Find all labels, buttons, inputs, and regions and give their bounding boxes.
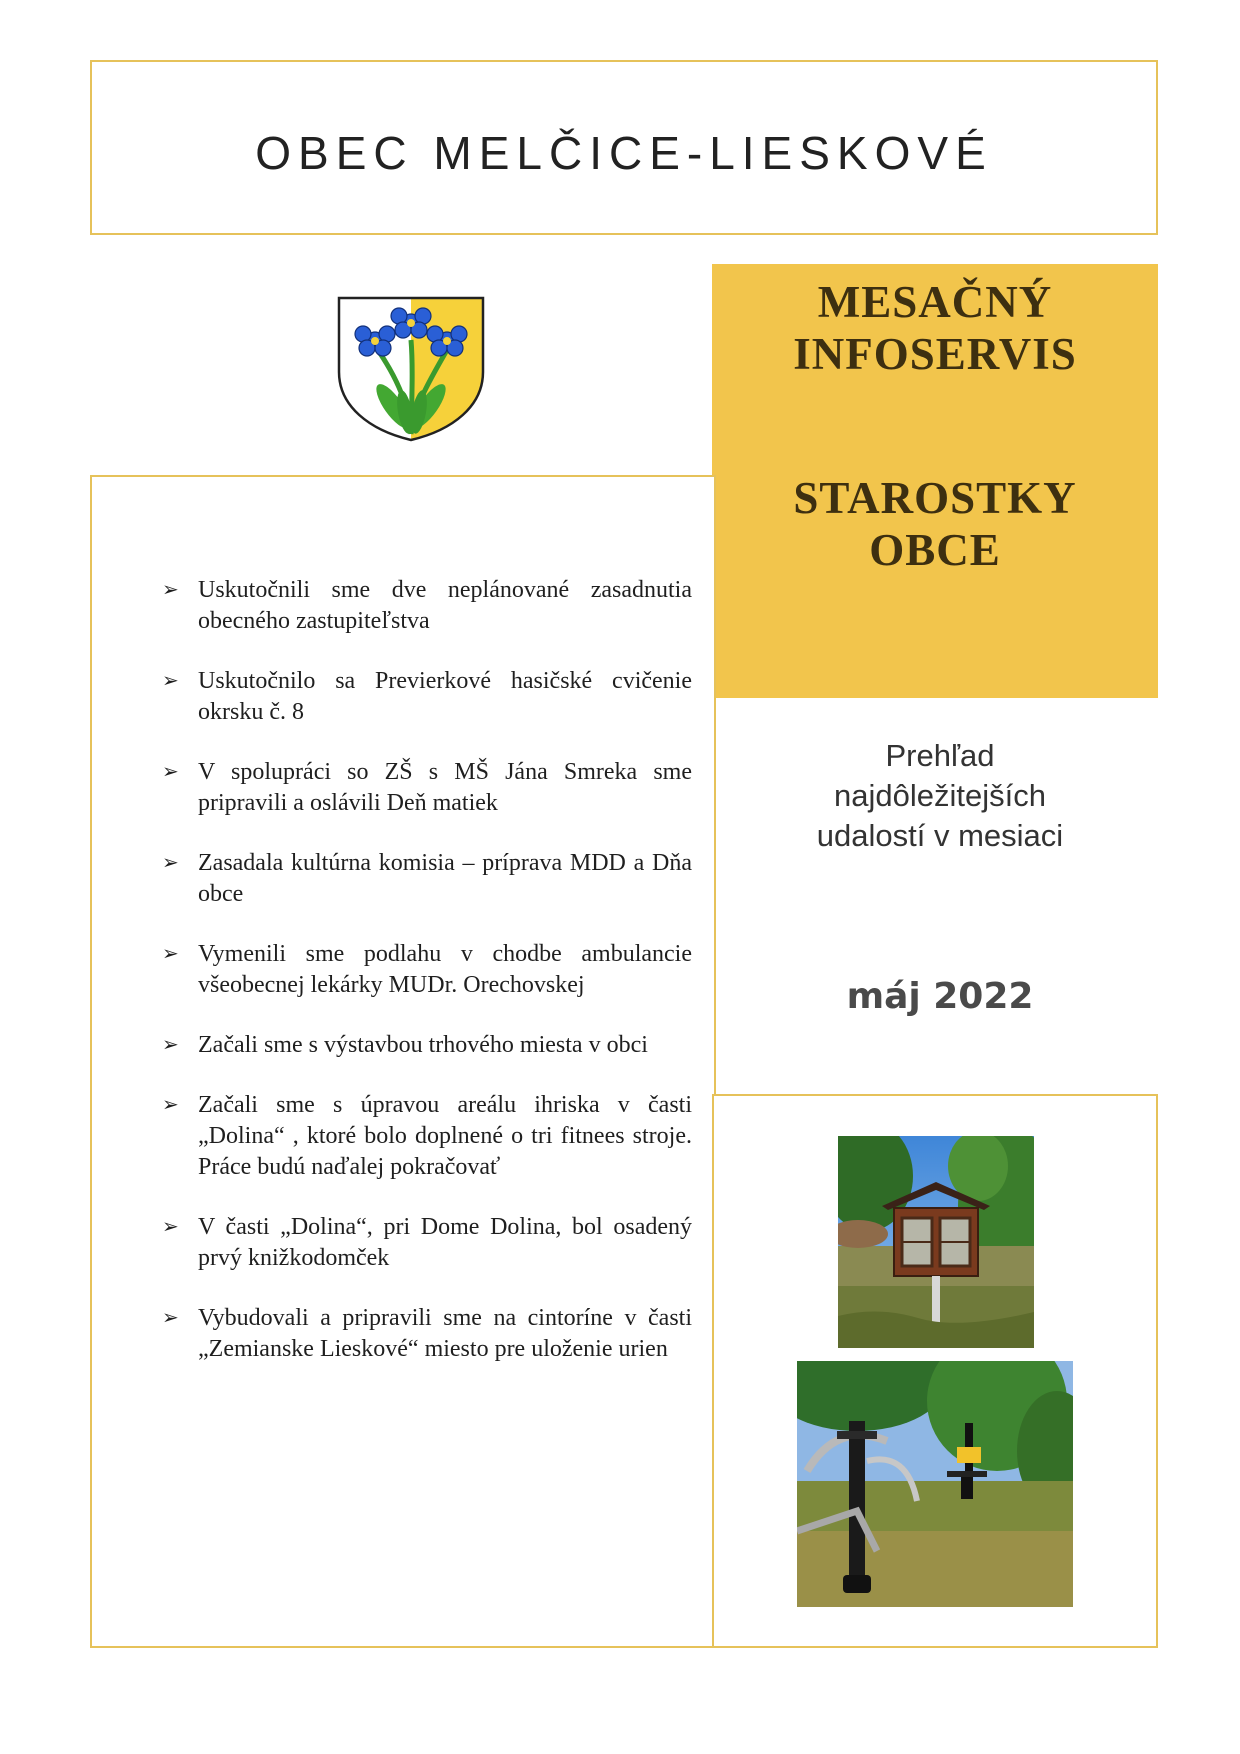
banner-heading-line: OBCE [869, 525, 1001, 575]
list-item [162, 848, 692, 910]
news-item-text: Začali sme s úpravou areálu ihriska v časti „Dolina“ , ktoré bolo doplnené o tri fitnees stroje. Práce budú naďalej pokračovať [198, 1092, 692, 1180]
arrow-bullet-icon: ➢ [162, 761, 179, 783]
arrow-bullet-icon: ➢ [162, 943, 179, 965]
banner-heading-line: STAROSTKY [793, 473, 1077, 523]
news-item-text: V časti „Dolina“, pri Dome Dolina, bol osadený prvý knižkodomček [198, 1214, 692, 1271]
news-item-text: Začali sme s výstavbou trhového miesta v obci [198, 1032, 648, 1058]
book-box-photo [838, 1136, 1034, 1348]
news-item-text: Vymenili sme podlahu v chodbe ambulancie všeobecnej lekárky MUDr. Orechovskej [198, 941, 692, 998]
list-item [162, 1030, 692, 1061]
list-item [162, 939, 692, 1001]
news-item-text: Vybudovali a pripravili sme na cintoríne v časti „Zemianske Lieskové“ miesto pre uloženie urien [198, 1305, 692, 1362]
coat-of-arms-logo [335, 294, 487, 442]
list-item [162, 1303, 692, 1365]
subtitle [760, 736, 1120, 856]
news-list-box [90, 475, 716, 1648]
title-box [90, 60, 1158, 235]
photo-box [712, 1094, 1158, 1648]
arrow-bullet-icon: ➢ [162, 1216, 179, 1238]
news-list [162, 575, 692, 1394]
banner-heading-line: INFOSERVIS [793, 329, 1077, 379]
arrow-bullet-icon: ➢ [162, 579, 179, 601]
news-item-text: Uskutočnilo sa Previerkové hasičské cvičenie okrsku č. 8 [198, 668, 692, 725]
arrow-bullet-icon: ➢ [162, 852, 179, 874]
arrow-bullet-icon: ➢ [162, 1307, 179, 1329]
infoservis-banner [712, 264, 1158, 698]
subtitle-line: najdôležitejších [834, 778, 1046, 813]
list-item [162, 666, 692, 728]
arrow-bullet-icon: ➢ [162, 1034, 179, 1056]
issue-date: máj 2022 [846, 976, 1034, 1017]
news-item-text: V spolupráci so ZŠ s MŠ Jána Smreka sme pripravili a oslávili Deň matiek [198, 759, 692, 816]
arrow-bullet-icon: ➢ [162, 670, 179, 692]
page-title: OBEC MELČICE-LIESKOVÉ [255, 127, 993, 179]
fitness-machines-photo [797, 1361, 1073, 1607]
list-item [162, 1212, 692, 1274]
list-item [162, 757, 692, 819]
news-item-text: Zasadala kultúrna komisia – príprava MDD a Dňa obce [198, 850, 692, 907]
list-item [162, 575, 692, 637]
list-item [162, 1090, 692, 1183]
arrow-bullet-icon: ➢ [162, 1094, 179, 1116]
subtitle-line: Prehľad [885, 738, 995, 773]
banner-heading-line: MESAČNÝ [817, 277, 1053, 327]
news-item-text: Uskutočnili sme dve neplánované zasadnutia obecného zastupiteľstva [198, 577, 692, 634]
subtitle-line: udalostí v mesiaci [816, 818, 1064, 853]
